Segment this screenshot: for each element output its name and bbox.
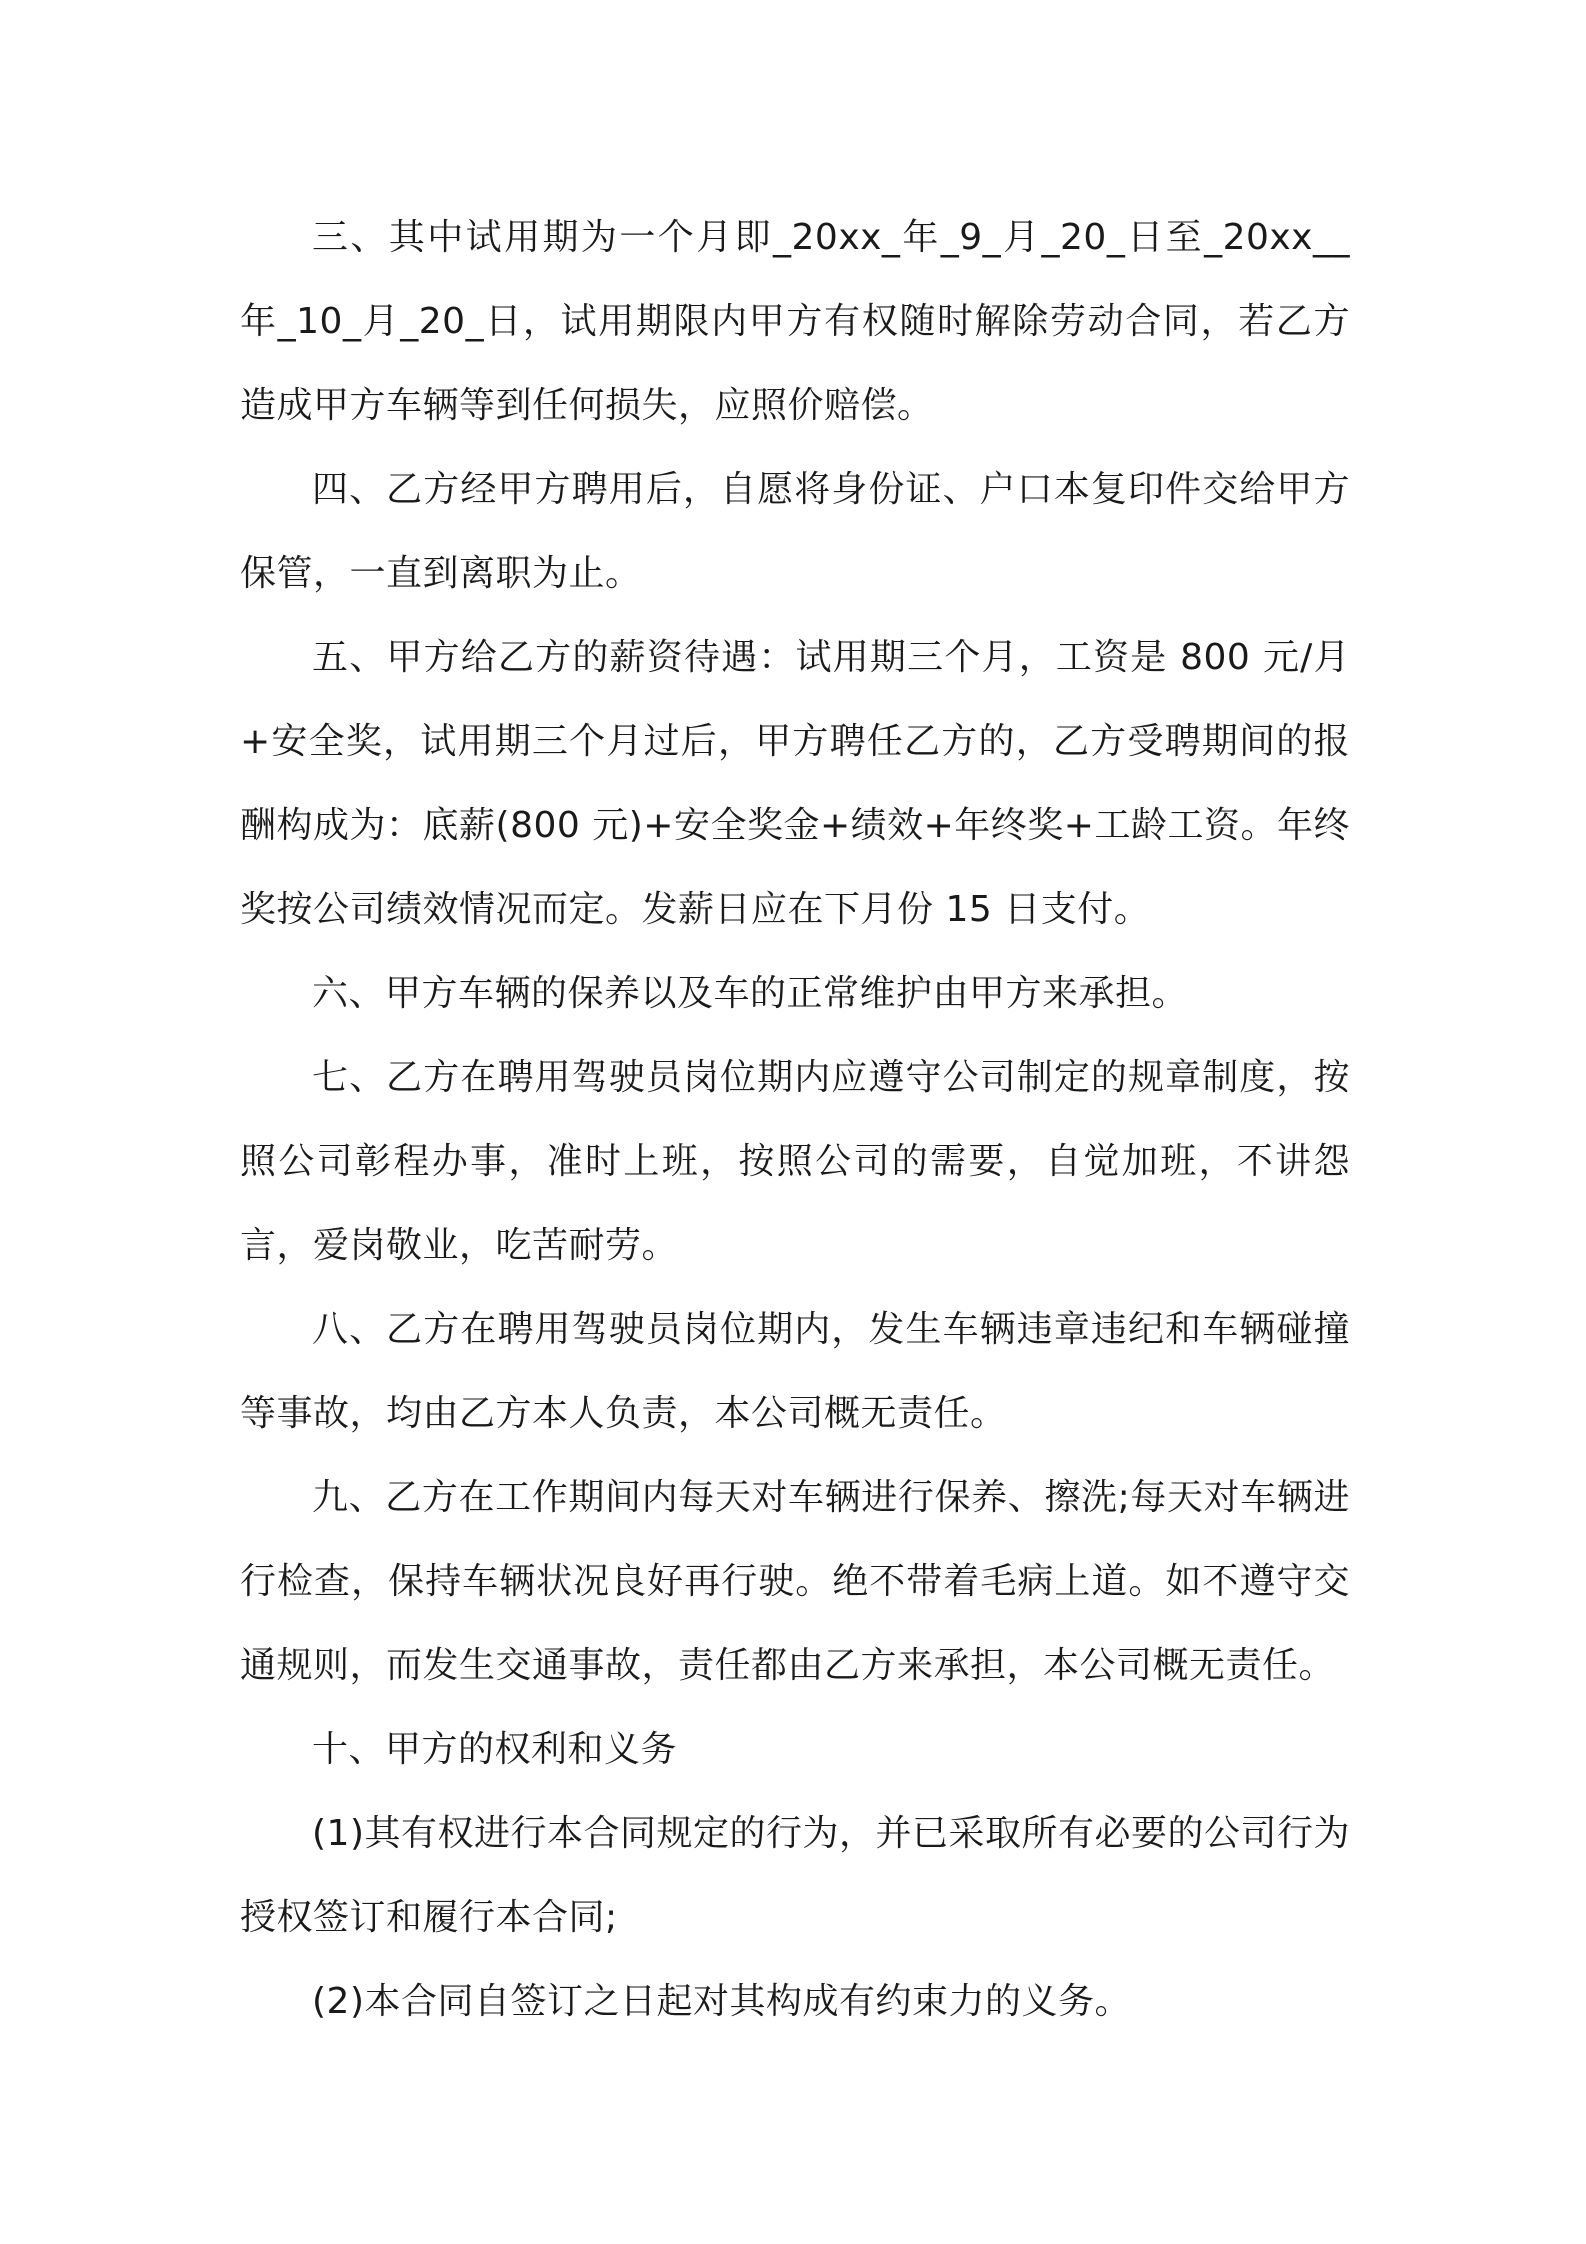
- document-body: [240, 196, 1350, 2044]
- clause-5-paragraph: 五、甲方给乙方的薪资待遇：试用期三个月，工资是 800 元/月+安全奖，试用期三个月过后，甲方聘任乙方的，乙方受聘期间的报酬构成为：底薪(800 元)+安全奖金+绩效+年终奖+工龄工资。年终奖按公司绩效情况而定。发薪日应在下月份 15 日支付。: [240, 637, 1350, 930]
- clause-8-paragraph: 八、乙方在聘用驾驶员岗位期内，发生车辆违章违纪和车辆碰撞等事故，均由乙方本人负责，本公司概无责任。: [240, 1309, 1350, 1434]
- clause-10-item-1: (1)其有权进行本合同规定的行为，并已采取所有必要的公司行为授权签订和履行本合同;: [240, 1813, 1350, 1938]
- clause-10-heading: 十、甲方的权利和义务: [312, 1729, 678, 1770]
- clause-3-paragraph: 三、其中试用期为一个月即_20xx_年_9_月_20_日至_20xx__年_10_月_20_日，试用期限内甲方有权随时解除劳动合同，若乙方造成甲方车辆等到任何损失，应照价赔偿。: [240, 217, 1350, 426]
- clause-9-paragraph: 九、乙方在工作期间内每天对车辆进行保养、擦洗;每天对车辆进行检查，保持车辆状况良好再行驶。绝不带着毛病上道。如不遵守交通规则，而发生交通事故，责任都由乙方来承担，本公司概无责任。: [240, 1477, 1350, 1686]
- clause-4-paragraph: 四、乙方经甲方聘用后，自愿将身份证、户口本复印件交给甲方保管，一直到离职为止。: [240, 469, 1350, 594]
- clause-7-paragraph: 七、乙方在聘用驾驶员岗位期内应遵守公司制定的规章制度，按照公司彰程办事，准时上班，按照公司的需要，自觉加班，不讲怨言，爱岗敬业，吃苦耐劳。: [240, 1057, 1350, 1266]
- clause-10-item-2: (2)本合同自签订之日起对其构成有约束力的义务。: [312, 1981, 1131, 2022]
- clause-6-paragraph: 六、甲方车辆的保养以及车的正常维护由甲方来承担。: [312, 973, 1189, 1014]
